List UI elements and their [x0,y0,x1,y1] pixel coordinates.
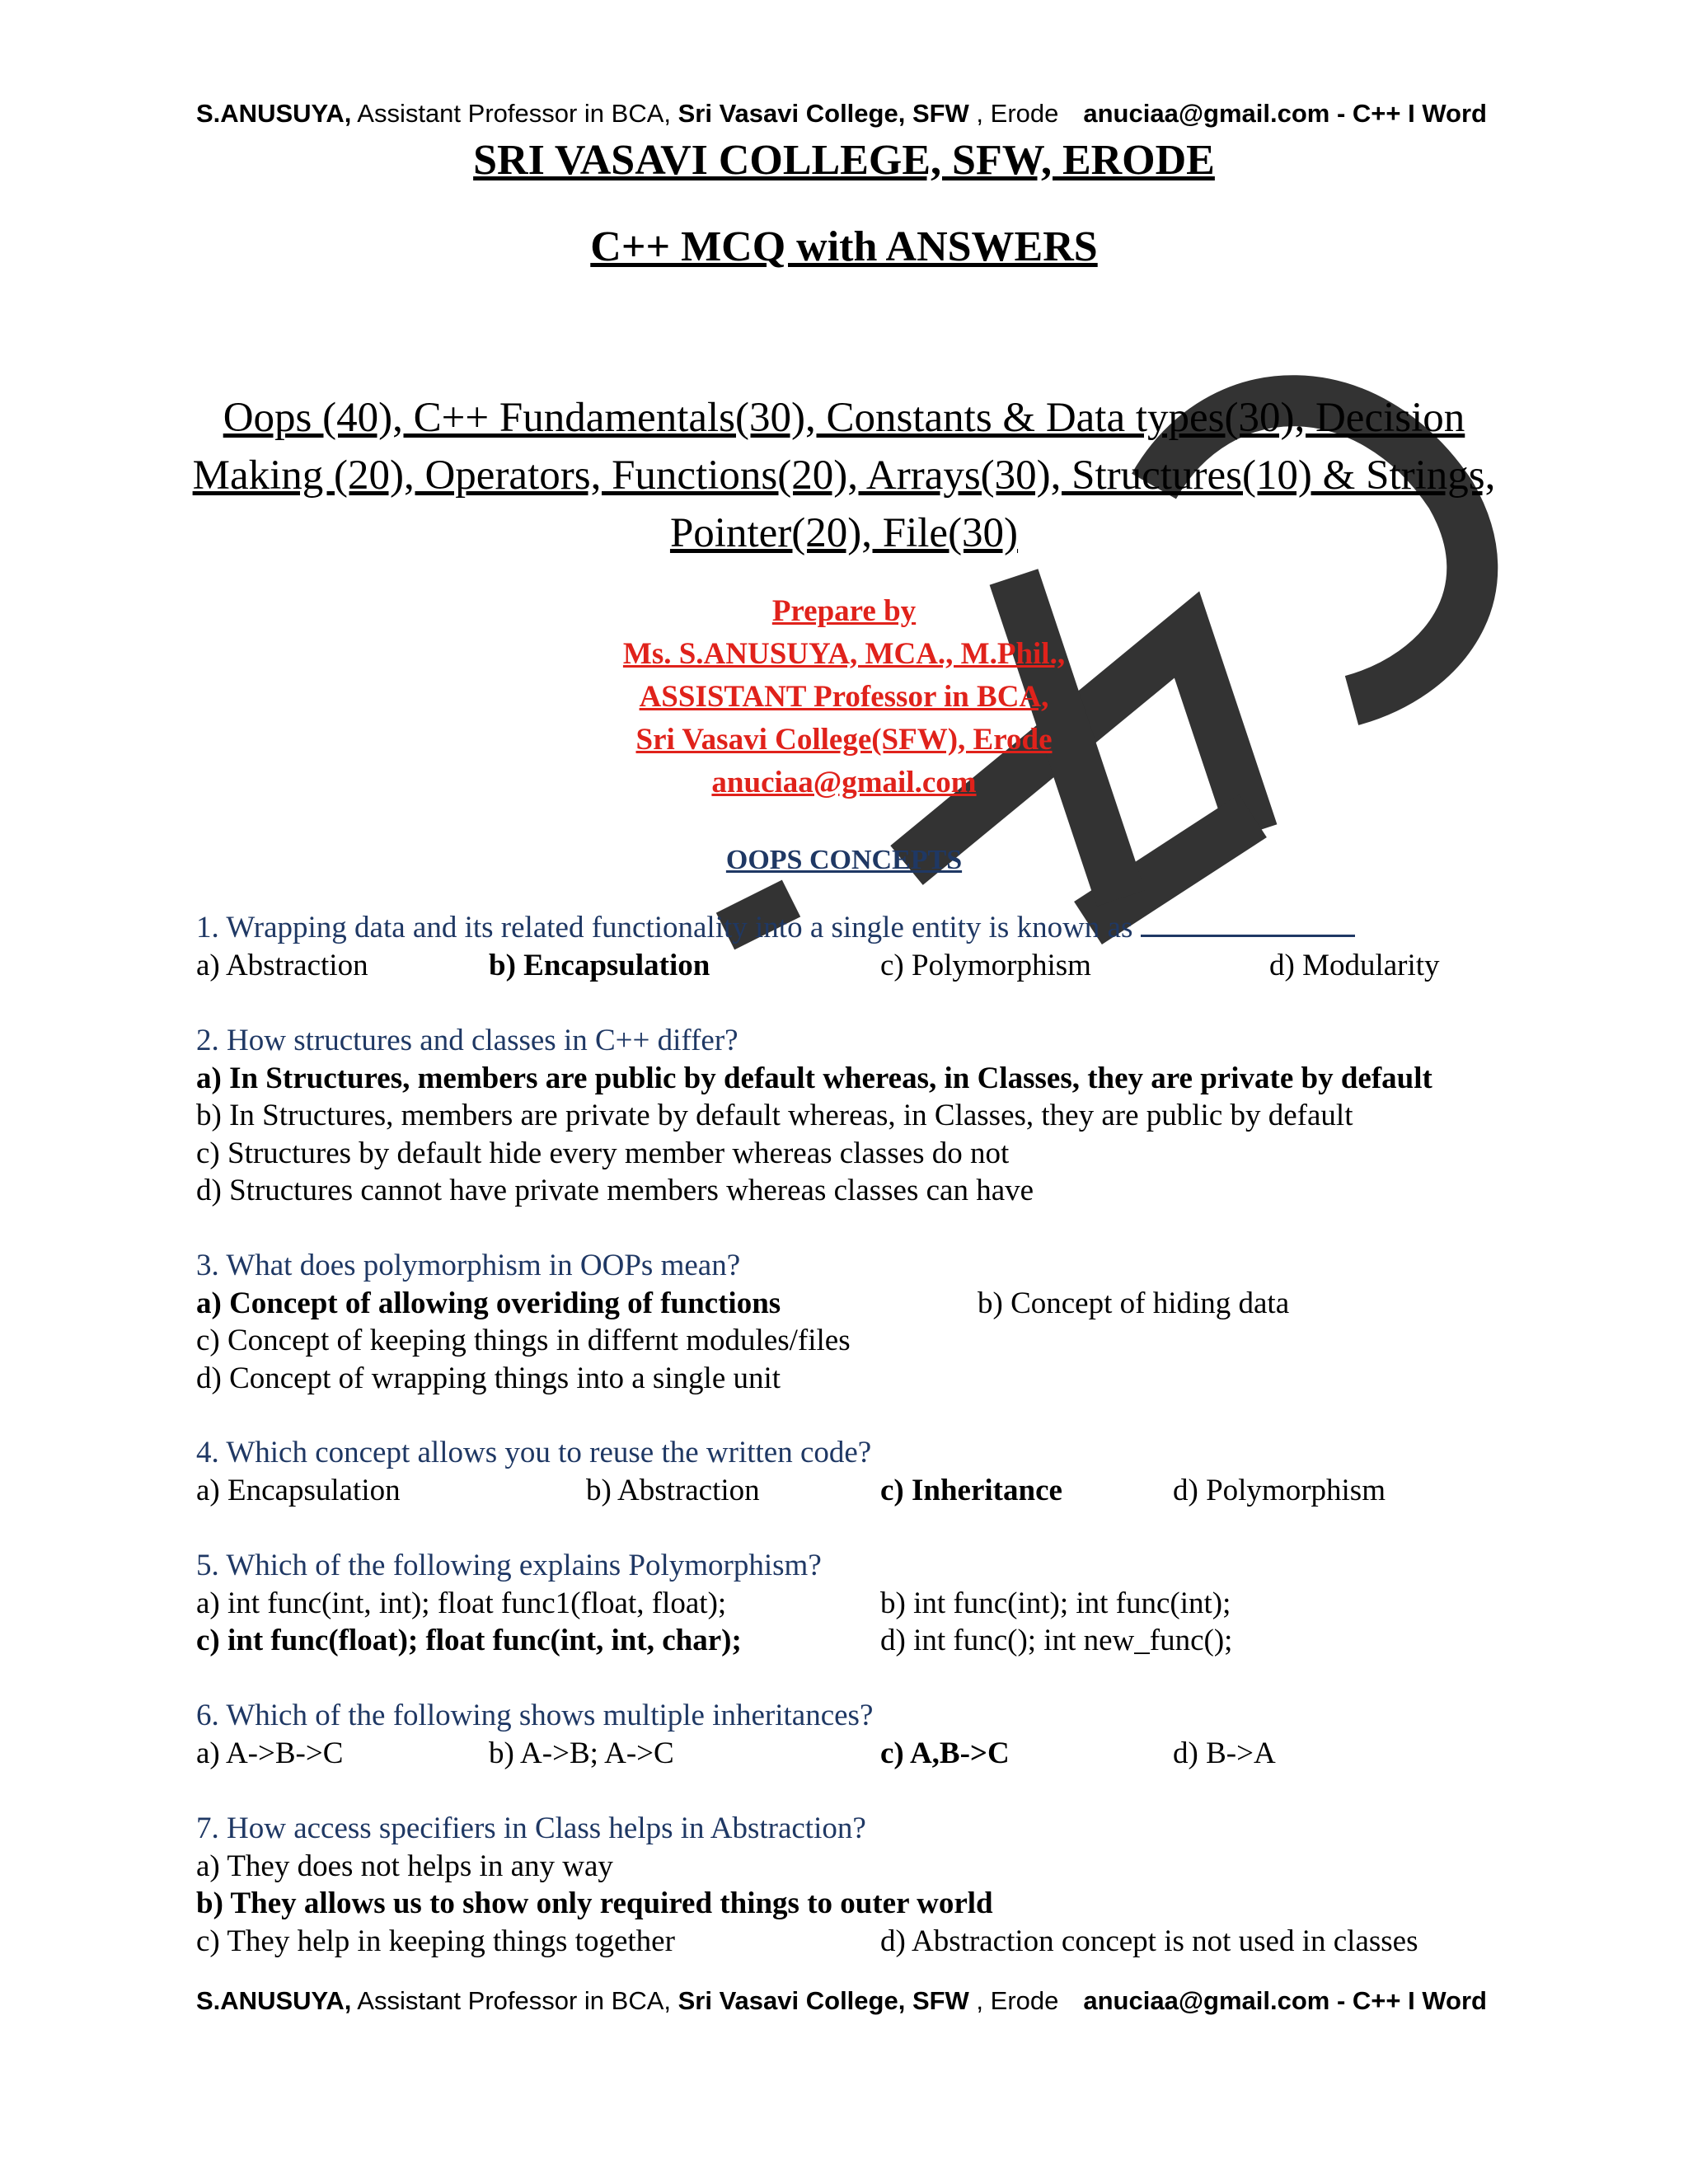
option-d: d) Abstraction concept is not used in classes [880,1924,1418,1958]
option-a: a) A->B->C [196,1736,344,1770]
option-d: d) int func(); int new_func(); [880,1624,1233,1657]
option-a: a) In Structures, members are public by default whereas, in Classes, they are private by default [196,1061,1432,1095]
question-1 [196,909,1531,984]
header-place: , Erode [968,99,1059,128]
options-row [196,1472,1531,1510]
option-a: a) Encapsulation [196,1473,401,1507]
option-b: b) Encapsulation [489,948,710,982]
option-c: c) They help in keeping things together [196,1924,675,1958]
question-text: 3. What does polymorphism in OOPs mean? [196,1249,741,1282]
section-title: OOPS CONCEPTS [725,845,963,875]
option-d: d) Polymorphism [1173,1473,1386,1507]
question-text: 4. Which concept allows you to reuse the written code? [196,1436,872,1469]
header-author: S.ANUSUYA, [196,99,352,128]
option-a: a) int func(int, int); float func1(float, float); [196,1586,727,1620]
answer-blank [1141,912,1355,937]
options-row [196,947,1531,985]
question-5 [196,1547,1531,1660]
option-a: a) Abstraction [196,948,368,982]
footer-place: , Erode [968,1986,1059,2015]
document-title: C++ MCQ with ANSWERS [590,223,1098,270]
question-text: 2. How structures and classes in C++ differ? [196,1024,738,1057]
prepared-by-email: anuciaa@gmail.com [711,766,977,799]
footer-college: Sri Vasavi College, SFW [678,1986,969,2015]
option-b: b) In Structures, members are private by default whereas, in Classes, they are public by default [196,1099,1353,1132]
question-2 [196,1022,1531,1210]
options-row [196,1735,1531,1773]
question-text: 7. How access specifiers in Class helps in Abstraction? [196,1811,866,1845]
footer-email: anuciaa@gmail.com - C++ I Word [1083,1986,1487,2015]
question-text: 6. Which of the following shows multiple inheritances? [196,1699,874,1732]
topics-list: Oops (40), C++ Fundamentals(30), Constants & Data types(30), Decision Making (20), Operators, Functions(20), Arrays(30), Structures(10) & Strings, Pointer(20), File(30) [192,395,1496,556]
footer-author: S.ANUSUYA, [196,1986,352,2015]
header-email: anuciaa@gmail.com - C++ I Word [1083,99,1487,128]
option-c: c) Polymorphism [880,948,1091,982]
option-b: b) Concept of hiding data [978,1286,1290,1320]
options-row [196,1285,1531,1323]
option-b: b) int func(int); int func(int); [880,1586,1231,1620]
question-3 [196,1247,1531,1397]
prepared-by-role: ASSISTANT Professor in BCA, [639,680,1049,714]
options-row [196,1585,1531,1623]
option-c: c) Structures by default hide every member whereas classes do not [196,1136,1010,1170]
option-b: b) They allows us to show only required things to outer world [196,1886,993,1920]
option-b: b) A->B; A->C [489,1736,674,1770]
prepared-by-college: Sri Vasavi College(SFW), Erode [635,723,1053,757]
header-role: Assistant Professor in BCA, [351,99,678,128]
question-7 [196,1810,1531,1960]
question-text: 5. Which of the following explains Polymorphism? [196,1549,822,1582]
option-d: d) B->A [1173,1736,1276,1770]
option-a: a) They does not helps in any way [196,1849,613,1883]
option-b: b) Abstraction [586,1473,760,1507]
option-d: d) Modularity [1269,948,1440,982]
footer-role: Assistant Professor in BCA, [351,1986,678,2015]
college-title: SRI VASAVI COLLEGE, SFW, ERODE [473,137,1215,184]
header-college: Sri Vasavi College, SFW [678,99,969,128]
option-a: a) Concept of allowing overiding of functions [196,1286,781,1320]
option-c: c) Inheritance [880,1473,1062,1507]
option-c: c) A,B->C [880,1736,1010,1770]
prepared-by-block [0,590,1688,804]
prepared-by-name: Ms. S.ANUSUYA, MCA., M.Phil., [622,637,1066,671]
question-4 [196,1434,1531,1509]
question-text: 1. Wrapping data and its related functionality into a single entity is known as [196,909,1531,947]
page-header [196,99,1487,129]
prepared-by-label: Prepare by [771,594,917,628]
options-row [196,1622,1531,1660]
question-6 [196,1697,1531,1772]
option-d: d) Structures cannot have private members whereas classes can have [196,1174,1034,1207]
option-c: c) Concept of keeping things in differnt modules/files [196,1324,851,1357]
options-row [196,1923,1531,1961]
page-footer [196,1986,1487,2016]
option-d: d) Concept of wrapping things into a single unit [196,1361,781,1395]
option-c: c) int func(float); float func(int, int, char); [196,1624,742,1657]
